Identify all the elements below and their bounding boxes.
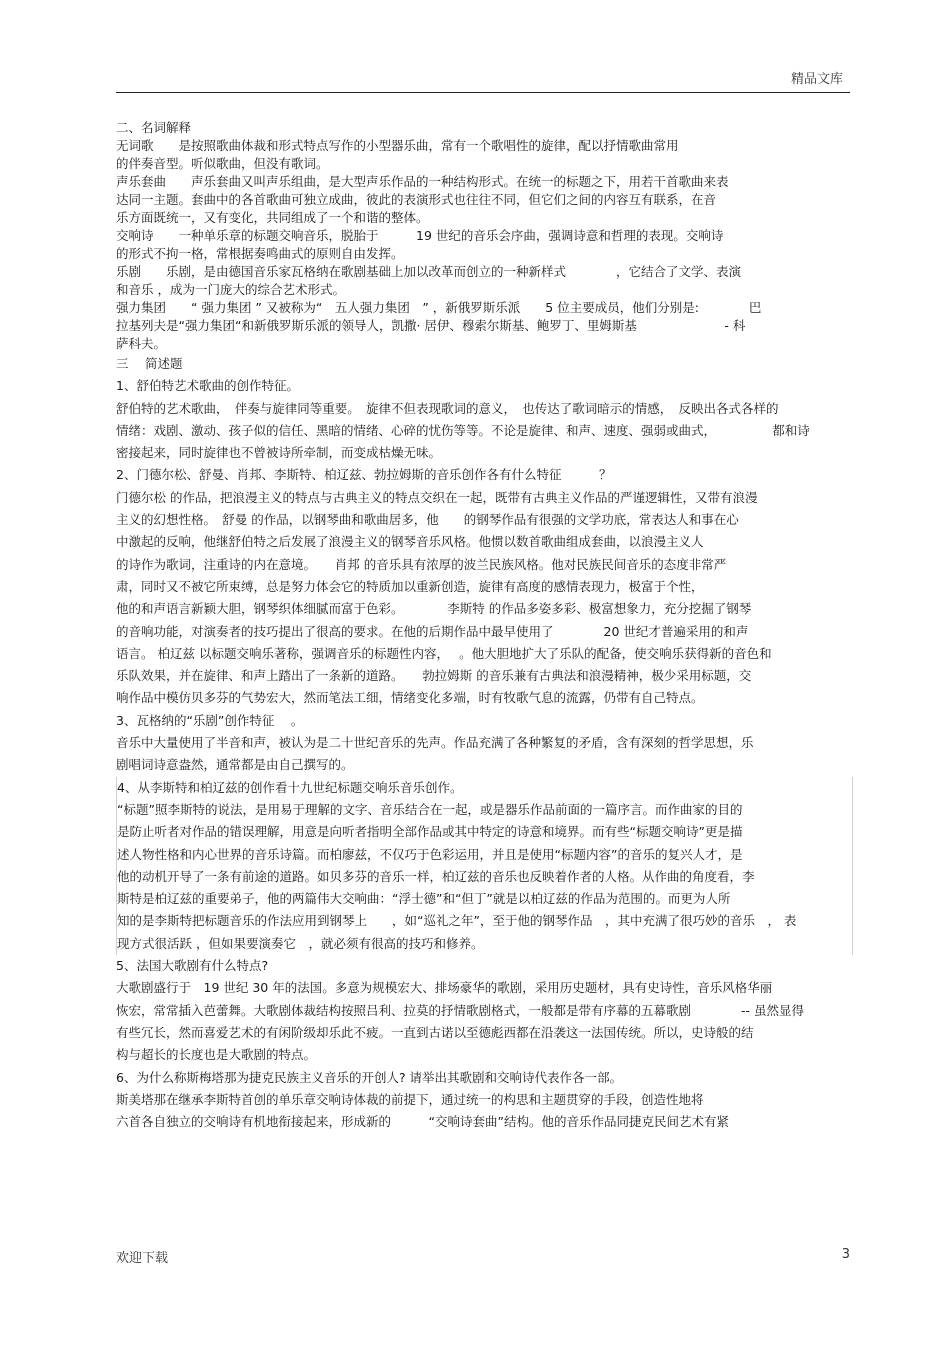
text-line: 萨科夫。 — [116, 336, 167, 351]
section-short-answers — [116, 353, 851, 777]
text-line: 音乐中大量使用了半音和声，被认为是二十世纪音乐的先声。作品充满了各种繁复的矛盾，含有深刻的哲学思想，乐 — [116, 735, 754, 751]
text-line: 乐队效果，并在旋律、和声上踏出了一条新的道路。 勃拉姆斯 的音乐兼有古典法和浪漫精神，极少采用标题，交 — [116, 668, 752, 684]
text-line: 斯特是柏辽兹的重要弟子，他的两篇伟大交响曲：“浮士德”和“但丁”就是以柏辽兹的作品为范围的。而更为人所 — [117, 891, 731, 907]
text-line: 1、舒伯特艺术歌曲的创作特征。 — [116, 378, 299, 394]
text-line: 密接起来，同时旋律也不曾被诗所牵制，而变成枯燥无味。 — [116, 445, 442, 461]
text-line: 恢宏，常常插入芭蕾舞。大歌剧体裁结构按照吕利、拉莫的抒情歌剧格式，一般都是带有序幕的五幕歌剧 -- 虽然显得 — [116, 1002, 804, 1018]
text-line: 构与超长的长度也是大歌剧的特点。 — [116, 1047, 317, 1063]
text-line: 的音响功能，对演奏者的技巧提出了很高的要求。在他的后期作品中最早使用了 20 世纪才普遍采用的和声 — [116, 623, 749, 639]
text-line: 的形式不拘一格，常根据奏鸣曲式的原则自由发挥。 — [116, 246, 404, 261]
text-line: 3、瓦格纳的“乐剧”创作特征 。 — [116, 712, 304, 728]
header-rule — [116, 92, 850, 93]
text-line: 是防止听者对作品的错误理解，用意是向听者指明全部作品或其中特定的诗意和境界。而有些“标题交响诗”更是描 — [117, 824, 743, 840]
text-line: 现方式很活跃 ，但如果要演奏它 ，就必须有很高的技巧和修养。 — [117, 935, 484, 951]
text-line: 拉基列夫是“强力集团“和新俄罗斯乐派的领导人，凯撒· 居伊、穆索尔斯基、鲍罗丁、里姆斯基 - 科 — [116, 318, 746, 333]
text-line: 六首各自独立的交响诗有机地衔接起来，形成新的 “交响诗套曲”结构。他的音乐作品同捷克民间艺术有紧 — [116, 1114, 729, 1130]
document-body — [116, 119, 851, 1133]
page-number: 3 — [841, 1247, 850, 1262]
text-line: 语言。 柏辽兹 以标题交响乐著称，强调音乐的标题性内容， 。他大胆地扩大了乐队的配备，使交响乐获得新的音色和 — [116, 645, 772, 661]
text-line: 中激起的反响，他继舒伯特之后发展了浪漫主义的钢琴音乐风格。他惯以数首歌曲组成套曲，以浪漫主义人 — [116, 534, 704, 550]
text-line: 剧唱词诗意盎然，通常都是由自己撰写的。 — [116, 757, 354, 773]
text-line: 二、名词解释 — [116, 120, 192, 135]
boxed-answer-block — [116, 777, 853, 955]
text-line: 舒伯特的艺术歌曲， 伴奏与旋律同等重要。 旋律不但表现歌词的意义， 也传达了歌词暗示的情感， 反映出各式各样的 — [116, 400, 779, 416]
text-line: 6、为什么称斯梅塔那为捷克民族主义音乐的开创人? 请举出其歌剧和交响诗代表作各一部。 — [116, 1069, 623, 1085]
text-line: 交响诗 一种单乐章的标题交响音乐，脱胎于 19 世纪的音乐会序曲，强调诗意和哲理的表现。交响诗 — [116, 228, 724, 243]
text-line: 他的和声语言新颖大胆，钢琴织体细腻而富于色彩。 李斯特 的作品多姿多彩、极富想象力，充分挖掘了钢琴 — [116, 601, 752, 617]
text-line: 知的是李斯特把标题音乐的作法应用到钢琴上 ，如“巡礼之年”，至于他的钢琴作品 ，其中充满了很巧妙的音乐 ， 表 — [117, 913, 797, 929]
text-line: 大歌剧盛行于 19 世纪 30 年的法国。多意为规模宏大、排场豪华的歌剧，采用历史题材，具有史诗性，音乐风格华丽 — [116, 980, 773, 996]
text-line: 2、门德尔松、舒曼、肖邦、李斯特、柏辽兹、勃拉姆斯的音乐创作各有什么特征 ？ — [116, 467, 612, 483]
text-line: 情绪：戏剧、激动、孩子似的信任、黑暗的情绪、心碎的忧伤等等。不论是旋律、和声、速度、强弱或曲式， 都和诗 — [116, 422, 810, 438]
text-line: 的伴奏音型。听似歌曲，但没有歌词。 — [116, 156, 329, 171]
text-line: 肃，同时又不被它所束缚，总是努力体会它的特质加以重新创造，旋律有高度的感情表现力，极富于个性， — [116, 578, 704, 594]
text-line: 乐方面既统一，又有变化，共同组成了一个和谐的整体。 — [116, 210, 429, 225]
text-line: 门德尔松 的作品，把浪漫主义的特点与古典主义的特点交织在一起，既带有古典主义作品的严谨逻辑性，又带有浪漫 — [116, 489, 758, 505]
text-line: 乐剧 乐剧，是由德国音乐家瓦格纳在歌剧基础上加以改革而创立的一种新样式 ，它结合了文学、表演 — [116, 264, 742, 279]
text-line: “标题”照李斯特的说法，是用易于理解的文字、音乐结合在一起，或是器乐作品前面的一篇序言。而作曲家的目的 — [117, 801, 743, 817]
text-line: 他的动机开导了一条有前途的道路。如贝多芬的音乐一样，柏辽兹的音乐也反映着作者的人格。从作曲的角度看，李 — [117, 868, 755, 884]
text-line: 斯美塔那在继承李斯特首创的单乐章交响诗体裁的前提下，通过统一的构思和主题贯穿的手段，创造性地将 — [116, 1091, 704, 1107]
text-line: 主义的幻想性格。 舒曼 的作品，以钢琴曲和歌曲居多，他 的钢琴作品有很强的文学功底，常表达人和事在心 — [116, 512, 739, 528]
footer-label: 欢迎下载 — [116, 1251, 169, 1266]
text-line: 有些冗长，然而喜爱艺术的有闲阶级却乐此不疲。一直到古诺以至德彪西都在沿袭这一法国传统。所以，史诗般的结 — [116, 1024, 754, 1040]
header-label: 精品文库 — [790, 72, 843, 87]
text-line: 响作品中模仿贝多芬的气势宏大，然而笔法工细，情绪变化多端，时有牧歌气息的流露，仍带有自己特点。 — [116, 690, 704, 706]
text-line: 声乐套曲 声乐套曲又叫声乐组曲，是大型声乐作品的一种结构形式。在统一的标题之下，用若干首歌曲来表 — [116, 174, 729, 189]
text-line: 5、法国大歌剧有什么特点? — [116, 958, 269, 974]
text-line: 的诗作为歌词，注重诗的内在意境。 肖邦 的音乐具有浓厚的波兰民族风格。他对民族民间音乐的态度非常严 — [116, 556, 727, 572]
text-line: 述人物性格和内心世界的音乐诗篇。而柏廖兹，不仅巧于色彩运用，并且是使用“标题内容”的音乐的复兴人才，是 — [117, 846, 743, 862]
section-term-definitions — [116, 119, 851, 353]
text-line: 和音乐 ，成为一门庞大的综合艺术形式。 — [116, 282, 345, 297]
section-short-answers-continued — [116, 955, 851, 1133]
text-line: 强力集团 “ 强力集团 ” 又被称为“ 五人强力集团 ” ，新俄罗斯乐派 5 位主要成员，他们分别是: 巴 — [116, 300, 762, 315]
text-line: 三 简述题 — [116, 356, 183, 371]
text-line: 达同一主题。套曲中的各首歌曲可独立成曲，彼此的表演形式也往往不同，但它们之间的内容互有联系，在音 — [116, 192, 717, 207]
text-line: 无词歌 是按照歌曲体裁和形式特点写作的小型器乐曲，常有一个歌唱性的旋律，配以抒情歌曲常用 — [116, 138, 679, 153]
text-line: 4、从李斯特和柏辽兹的创作看十九世纪标题交响乐音乐创作。 — [117, 779, 463, 795]
